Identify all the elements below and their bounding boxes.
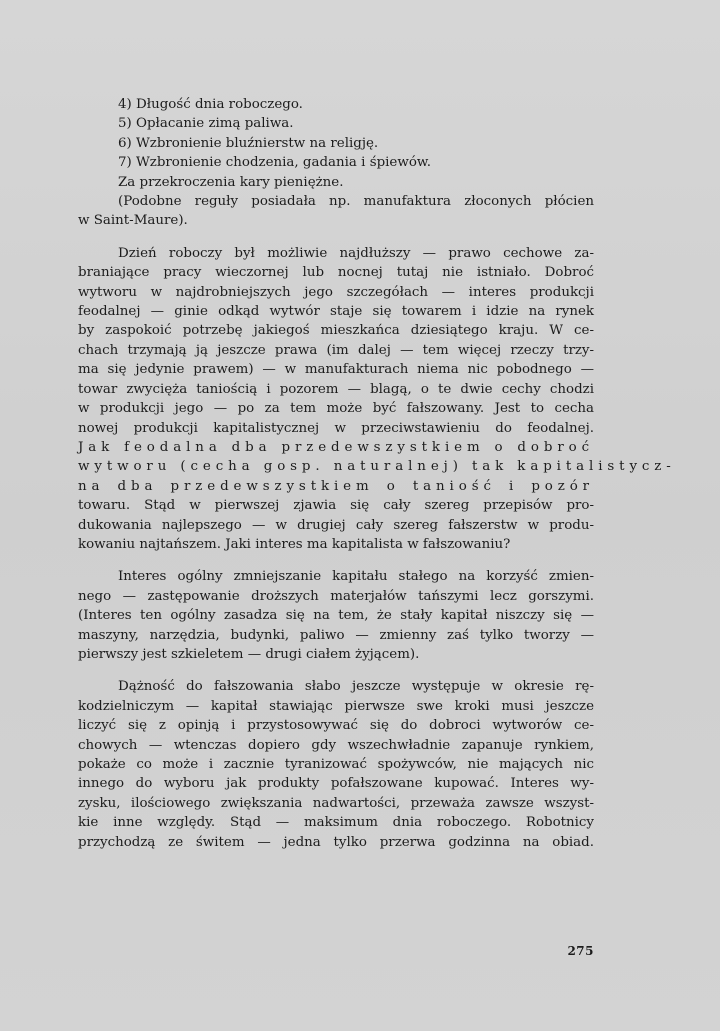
text-line: pierwszy jest szkieletem — drugi ciałem żyjącem). bbox=[78, 646, 420, 662]
text-line: maszyny, narzędzia, budynki, paliwo — zmienny zaś tylko tworzy — bbox=[78, 627, 594, 643]
note-line: w Saint-Maure). bbox=[78, 213, 188, 229]
list-item: 7) Wzbronienie chodzenia, gadania i śpiewów. bbox=[118, 155, 432, 171]
text-line: dukowania najlepszego — w drugiej cały szereg fałszerstw w produ- bbox=[78, 517, 594, 533]
page-number: 275 bbox=[567, 944, 594, 958]
text-line: towaru. Stąd w pierwszej zjawia się cały szereg przepisów pro- bbox=[78, 498, 594, 514]
text-line: kowaniu najtańszem. Jaki interes ma kapitalista w fałszowaniu? bbox=[78, 536, 511, 552]
text-line: wytworu w najdrobniejszych jego szczegółach — interes produkcji bbox=[78, 284, 594, 300]
text-line: (Interes ten ogólny zasadza się na tem, że stały kapitał niszczy się — bbox=[78, 608, 594, 624]
text-line: ma się jedynie prawem) — w manufakturach niema nic pobodnego — bbox=[78, 362, 594, 378]
text-line: chach trzymają ją jeszcze prawa (im dalej — tem więcej rzeczy trzy- bbox=[78, 342, 594, 358]
list-item: 4) Długość dnia roboczego. bbox=[118, 97, 303, 112]
text-line: Dzień roboczy był możliwie najdłuższy — prawo cechowe za- bbox=[118, 245, 594, 261]
text-line: chowych — wtenczas dopiero gdy wszechwładnie zapanuje rynkiem, bbox=[78, 737, 594, 753]
rules-list bbox=[78, 95, 594, 231]
note-line: (Podobne reguły posiadała np. manufaktura złoconych płócien bbox=[118, 194, 594, 210]
text-line: by zaspokoić potrzebę jakiegoś mieszkańca dziesiątego kraju. W ce- bbox=[78, 323, 594, 339]
text-line: nowej produkcji kapitalistycznej w przeciwstawieniu do feodalnej. bbox=[78, 420, 594, 436]
text-line: towar zwycięża taniością i pozorem — blagą, o te dwie cechy chodzi bbox=[78, 381, 594, 397]
text-line: liczyć się z opinją i przystosowywać się do dobroci wytworów ce- bbox=[78, 718, 594, 734]
text-line: nego — zastępowanie droższych materjałów tańszymi lecz gorszymi. bbox=[78, 588, 594, 604]
text-line: Dążność do fałszowania słabo jeszcze występuje w okresie rę- bbox=[118, 679, 594, 695]
text-line: kodzielniczym — kapitał stawiając pierwsze swe kroki musi jeszcze bbox=[78, 698, 594, 714]
paragraph-2 bbox=[78, 567, 594, 664]
spaced-text-line: Jak feodalna dba przedewszystkiem o dobroć bbox=[78, 439, 594, 455]
paragraph-1 bbox=[78, 244, 676, 555]
list-item: 5) Opłacanie zimą paliwa. bbox=[118, 116, 294, 132]
list-item: 6) Wzbronienie bluźnierstw na religję. bbox=[118, 135, 379, 151]
paragraph-3 bbox=[78, 677, 594, 852]
text-line: feodalnej — ginie odkąd wytwór staje się towarem i idzie na rynek bbox=[78, 304, 594, 320]
text-line: innego do wyboru jak produkty pofałszowane kupować. Interes wy- bbox=[78, 776, 594, 792]
penalty-line: Za przekroczenia kary pieniężne. bbox=[118, 174, 344, 190]
text-line: przychodzą ze świtem — jedna tylko przerwa godzinna na obiad. bbox=[78, 834, 594, 850]
text-line: braniające pracy wieczornej lub nocnej tutaj nie istniało. Dobroć bbox=[78, 265, 594, 281]
text-line: kie inne względy. Stąd — maksimum dnia roboczego. Robotnicy bbox=[78, 815, 594, 831]
spaced-text-line: na dba przedewszystkiem o taniość i pozór bbox=[78, 478, 594, 494]
text-line: zysku, ilościowego zwiększania nadwartości, przeważa zawsze wszyst- bbox=[78, 795, 594, 811]
text-line: pokaże co może i zacznie tyranizować spożywców, nie mających nic bbox=[78, 757, 594, 772]
spaced-text-line: wytworu (cecha gosp. naturalnej) tak kapitalistycz- bbox=[78, 459, 676, 475]
page-text bbox=[78, 95, 676, 852]
text-line: Interes ogólny zmniejszanie kapitału stałego na korzyść zmien- bbox=[118, 569, 594, 585]
text-line: w produkcji jego — po za tem może być fałszowany. Jest to cecha bbox=[78, 401, 594, 417]
